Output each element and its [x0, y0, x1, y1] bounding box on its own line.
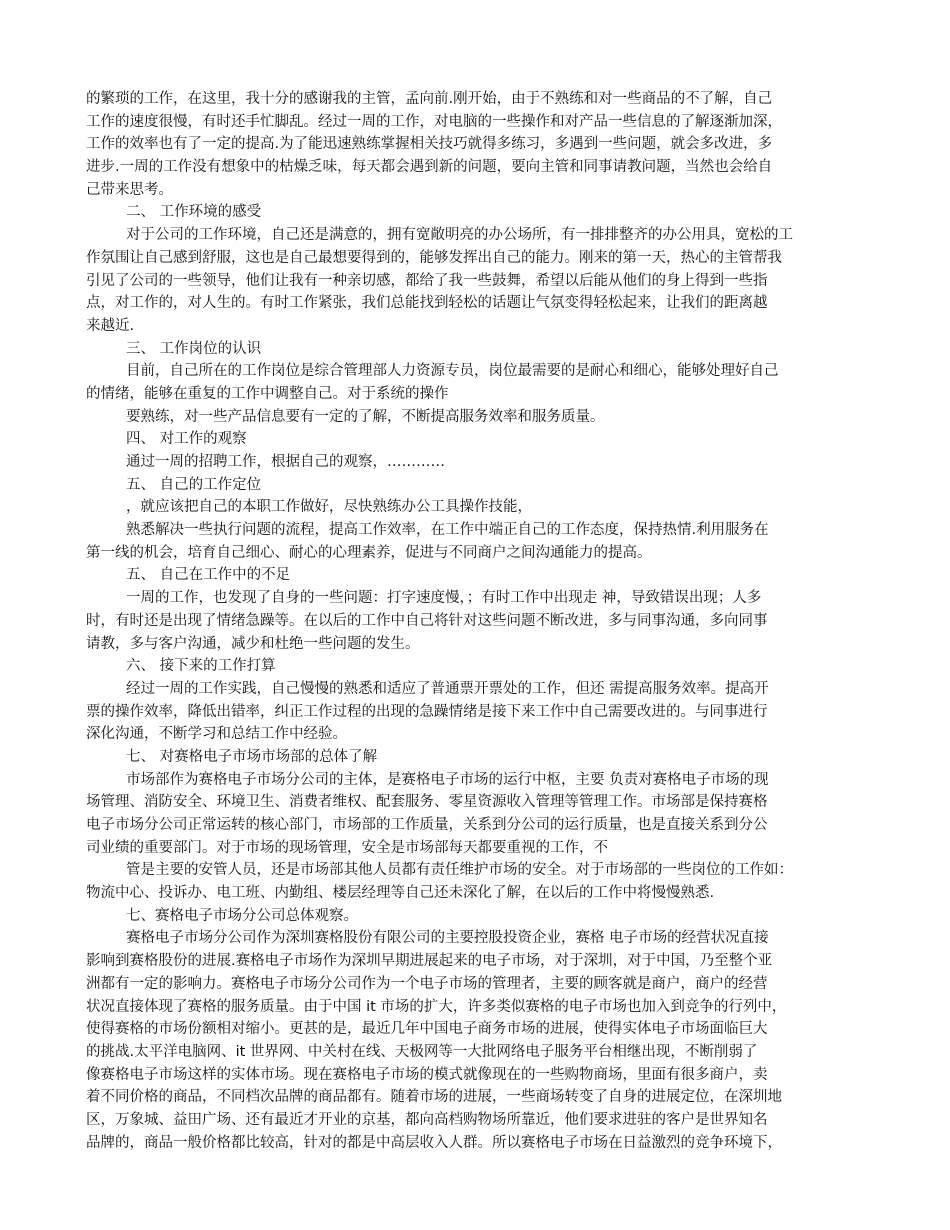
text-line: 己带来思考。 — [86, 181, 173, 198]
text-line: 一周的工作，也发现了自身的一些问题：打字速度慢，；有时工作中出现走 神，导致错误出现；人多 — [126, 590, 762, 607]
text-line: 进步.一周的工作没有想象中的枯燥乏味，每天都会遇到新的问题，要向主管和同事请教问题，当然也会给自 — [86, 159, 773, 176]
text-line: 工作的效率也有了一定的提高.为了能迅速熟练掌握相关技巧就得多练习，多遇到一些问题，就会多改进，多 — [86, 136, 773, 153]
text-line: 通过一周的招聘工作，根据自己的观察，………… — [126, 454, 445, 470]
text-line: 对于公司的工作环境，自己还是满意的，拥有宽敞明亮的办公场所，有一排排整齐的办公用具，宽松的工 — [126, 227, 793, 244]
text-line: 第一线的机会，培育自己细心、耐心的心理素养，促进与不同商户之间沟通能力的提高。 — [86, 544, 652, 561]
text-line: 时，有时还是出现了情绪急躁等。在以后的工作中自己将针对这些问题不断改进，多与同事沟通，多向同事 — [86, 612, 768, 629]
text-line: 品牌的，商品一般价格都比较高，针对的都是中高层收入人群。所以赛格电子市场在日益激烈的竞争环境下， — [86, 1134, 782, 1151]
text-line: 三、 工作岗位的认识 — [126, 340, 262, 357]
text-line: 深化沟通，不断学习和总结工作中经验。 — [86, 726, 347, 743]
text-line: 工作的速度很慢，有时还手忙脚乱。经过一周的工作，对电脑的一些操作和对产品一些信息的了解逐渐加深， — [86, 113, 782, 130]
text-line: 七、赛格电子市场分公司总体观察。 — [126, 907, 358, 924]
text-line: 五、 自己的工作定位 — [126, 476, 262, 493]
text-line: 六、 接下来的工作打算 — [126, 658, 276, 675]
text-line: 二、 工作环境的感受 — [126, 204, 262, 221]
text-line: 目前，自己所在的工作岗位是综合管理部人力资源专员，岗位最需要的是耐心和细心，能够处理好自己 — [126, 363, 779, 380]
text-line: 四、 对工作的观察 — [126, 431, 247, 448]
text-line: 使得赛格的市场份额相对缩小。更甚的是，最近几年中国电子商务市场的进展，使得实体电子市场面临巨大 — [86, 1021, 768, 1038]
text-line: 熟悉解决一些执行问题的流程，提高工作效率，在工作中端正自己的工作态度，保持热情.利用服务在 — [126, 522, 769, 539]
text-line: 状况直接体现了赛格的服务质量。由于中国 it 市场的扩大，许多类似赛格的电子市场也加入到竞争的行列中， — [86, 998, 787, 1015]
text-line: 票的操作效率，降低出错率，纠正工作过程的出现的急躁情绪是接下来工作中自己需要改进的。与同事进行 — [86, 703, 768, 720]
text-line: 来越近. — [86, 317, 135, 334]
text-line: 影响到赛格股份的进展.赛格电子市场作为深圳早期进展起来的电子市场，对于深圳，对于中国，乃至整个亚 — [86, 953, 773, 970]
text-line: 电子市场分公司正常运转的核心部门，市场部的工作质量，关系到分公司的运行质量，也是直接关系到分公 — [86, 817, 768, 833]
text-line: 的挑战.太平洋电脑网、it 世界网、中关村在线、天极网等一大批网络电子服务平台相继出现，不断削弱了 — [86, 1043, 758, 1060]
text-line: 的繁琐的工作，在这里，我十分的感谢我的主管，孟向前.刚开始，由于不熟练和对一些商品的不了解，自己 — [86, 91, 773, 107]
text-line: 司业绩的重要部门。对于市场的现场管理，安全是市场部每天都要重视的工作，不 — [86, 839, 608, 856]
text-line: 要熟练，对一些产品信息要有一定的了解，不断提高服务效率和服务质量。 — [126, 408, 605, 425]
text-line: ，就应该把自己的本职工作做好，尽快熟练办公工具操作技能， — [126, 499, 532, 516]
text-line: 赛格电子市场分公司作为深圳赛格股份有限公司的主要控股投资企业，赛格 电子市场的经营状况直接 — [126, 930, 769, 947]
text-line: 引见了公司的一些领导，他们让我有一种亲切感，都给了我一些鼓舞，希望以后能从他们的身上得到一些指 — [86, 272, 768, 289]
text-line: 洲都有一定的影响力。赛格电子市场分公司作为一个电子市场的管理者，主要的顾客就是商户，商户的经营 — [86, 975, 768, 992]
text-line: 像赛格电子市场这样的实体市场。现在赛格电子市场的模式就像现在的一些购物商场，里面有很多商户，卖 — [86, 1066, 768, 1083]
text-line: 管是主要的安管人员，还是市场部其他人员都有责任维护市场的安全。对于市场部的一些岗位的工作如： — [126, 862, 793, 879]
text-line: 经过一周的工作实践，自己慢慢的熟悉和适应了普通票开票处的工作，但还 需提高服务效率。提高开 — [126, 680, 769, 697]
text-line: 物流中心、投诉办、电工班、内勤组、楼层经理等自己还未深化了解，在以后的工作中将慢慢熟悉. — [86, 885, 715, 902]
text-line: 市场部作为赛格电子市场分公司的主体，是赛格电子市场的运行中枢，主要 负责对赛格电子市场的现 — [126, 771, 769, 788]
text-line: 五、 自己在工作中的不足 — [126, 567, 291, 584]
text-line: 区，万象城、益田广场、还有最近才开业的京基，都向高档购物场所靠近，他们要求进驻的客户是世界知名 — [86, 1111, 768, 1128]
text-line: 请教，多与客户沟通，减少和杜绝一些问题的发生。 — [86, 635, 420, 652]
text-line: 七、 对赛格电子市场市场部的总体了解 — [126, 748, 378, 765]
text-line: 场管理、消防安全、环境卫生、消费者维权、配套服务、零星资源收入管理等管理工作。市场部是保持赛格 — [86, 794, 768, 811]
text-line: 点，对工作的，对人生的。有时工作紧张，我们总能找到轻松的话题让气氛变得轻松起来，让我们的距离越 — [86, 295, 768, 312]
text-line: 作氛围让自己感到舒服，这也是自己最想要得到的，能够发挥出自己的能力。刚来的第一天，热心的主管帮我 — [86, 249, 782, 266]
text-line: 着不同价格的商品，不同档次品牌的商品都有。随着市场的进展，一些商场转变了自身的进展定位，在深圳地 — [86, 1089, 782, 1106]
text-line: 的情绪，能够在重复的工作中调整自己。对于系统的操作 — [86, 385, 449, 402]
document-body — [86, 88, 866, 1154]
